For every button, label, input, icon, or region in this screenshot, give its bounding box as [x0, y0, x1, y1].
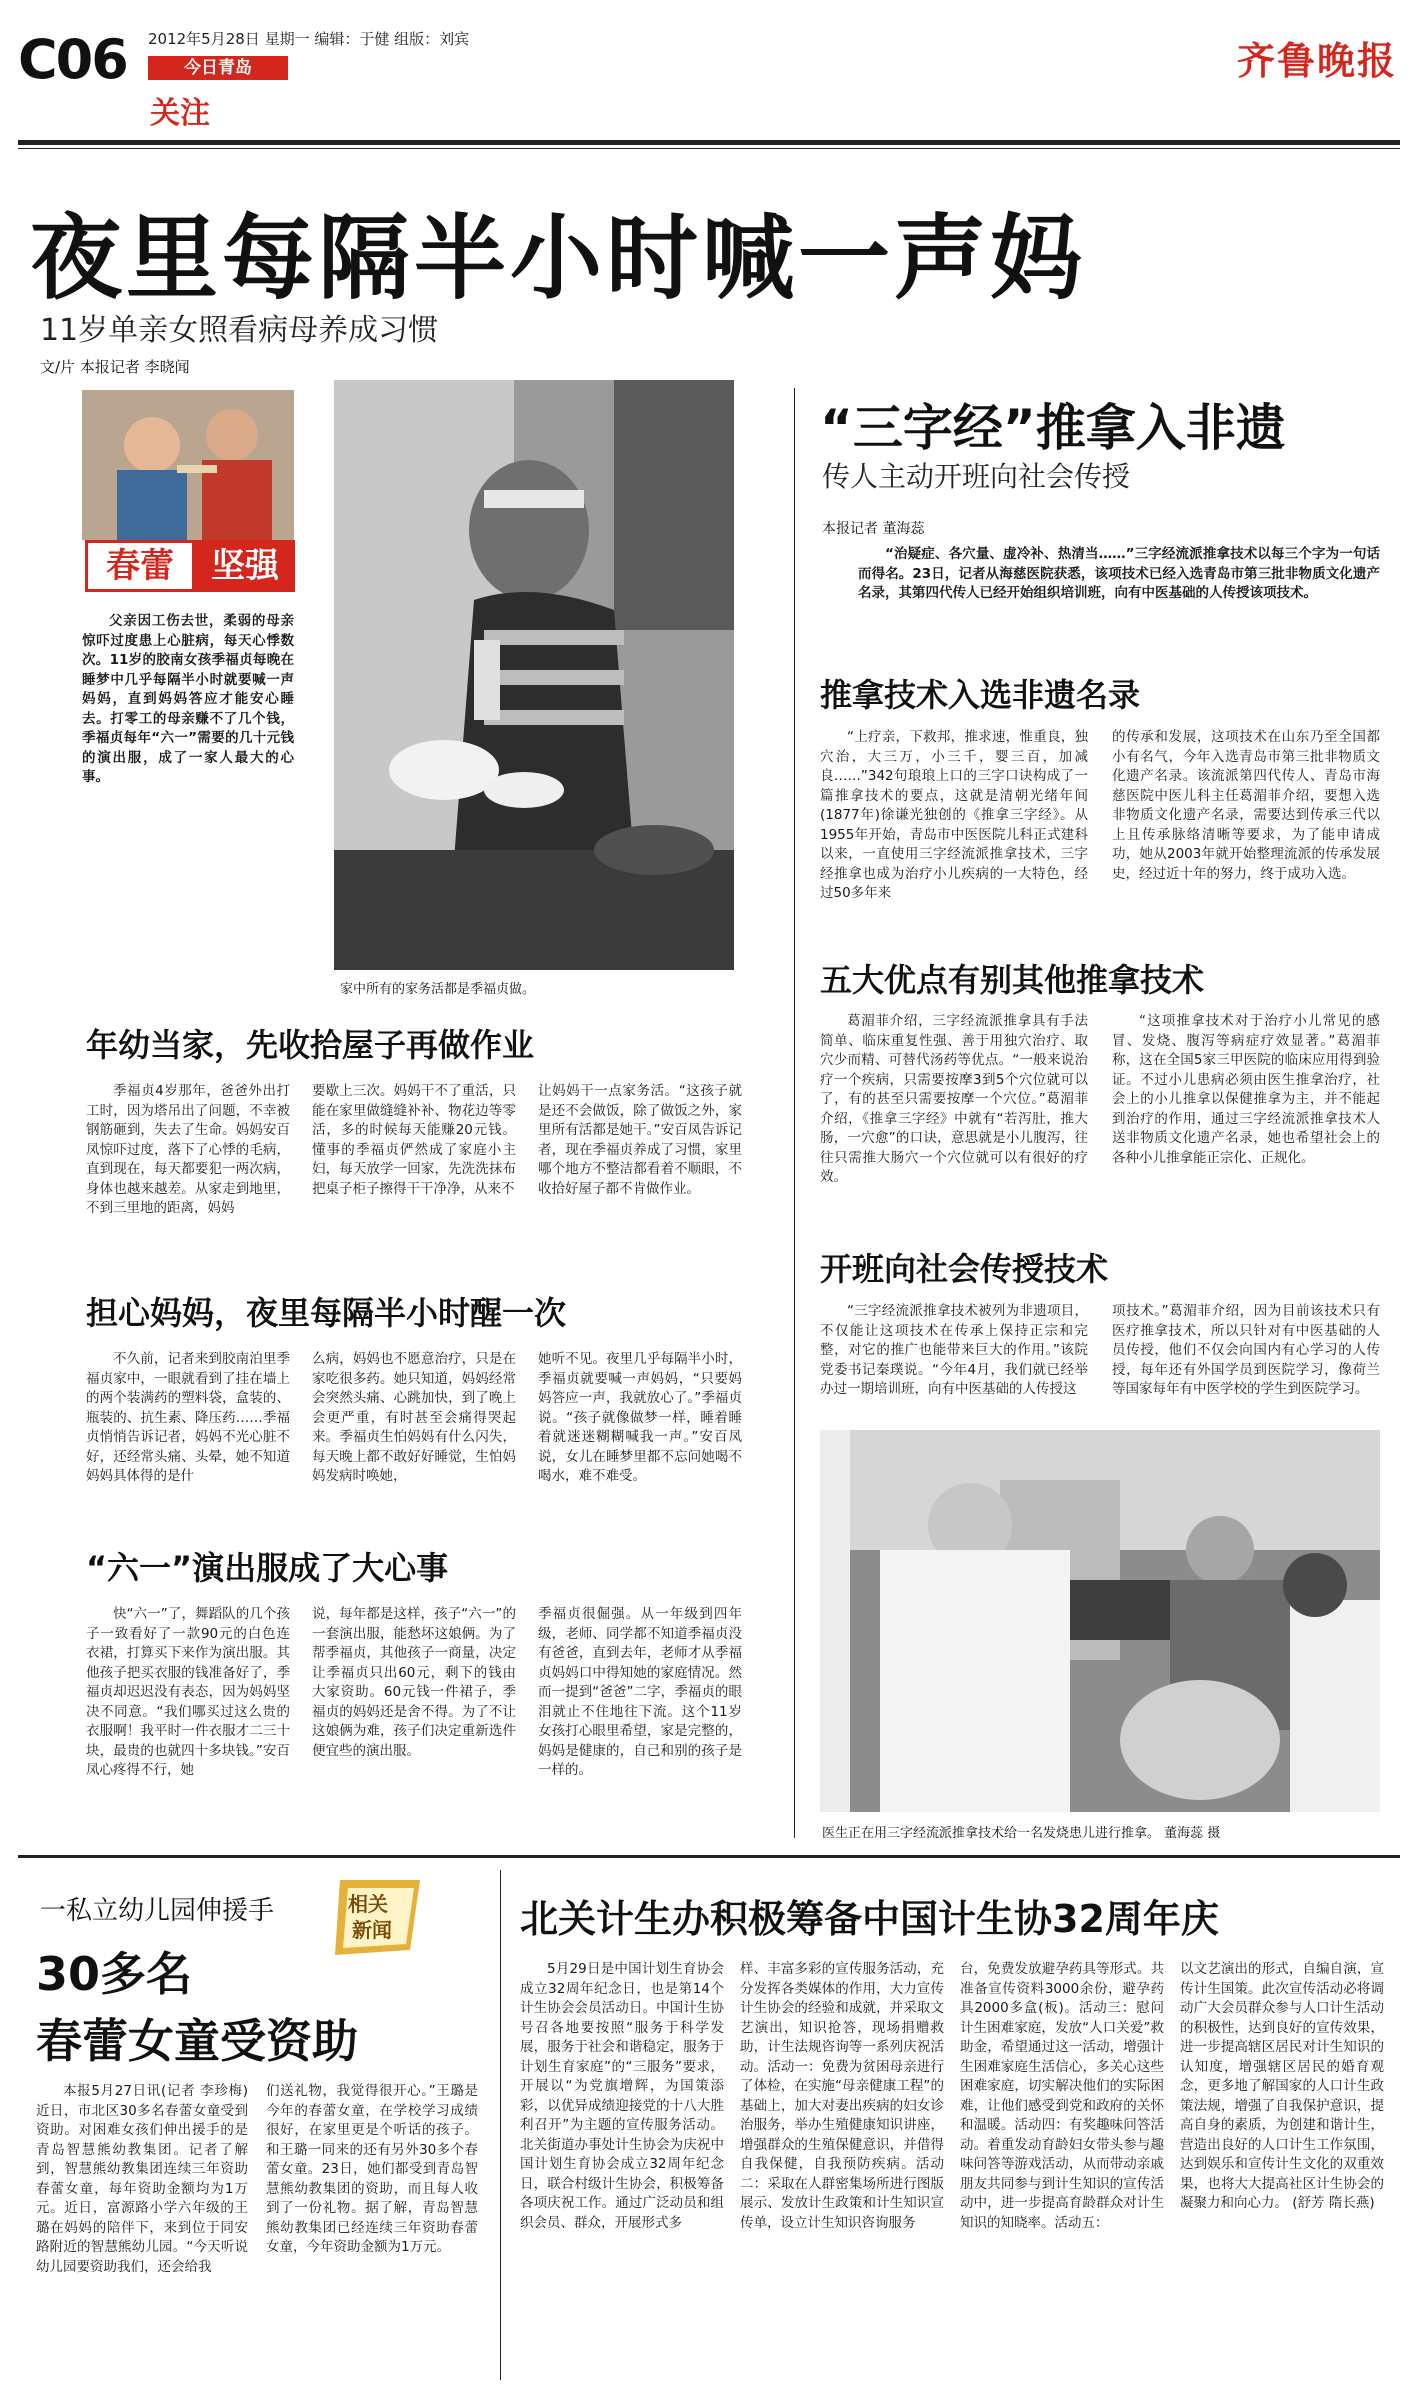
- right-section-3-head: 开班向社会传授技术: [820, 1250, 1109, 1288]
- related-news-badge: [330, 1870, 430, 1960]
- massage-photo-art: [820, 1430, 1380, 1812]
- right-sec1-col1: “上疗亲，下救邦，推求速，惟重良，独穴治，大三万，小三千，婴三百，加减良……”342句琅琅上口的三字口诀构成了一篇推拿技术的要点，这就是清朝光绪年间(1877年)徐谦光独创的《推拿三字经》。从1955年开始，青岛市中医医院儿科正式建科以来，一直使用三字经流派推拿技术，三字经推拿也成为治疗小儿疾病的一大特色，经过50多年来: [820, 729, 1088, 901]
- child-feeding-photo: [82, 390, 294, 540]
- related-news-badge-line2: 新闻: [352, 1918, 392, 1942]
- main-sec1-col2: 要歇上三次。妈妈干不了重活，只能在家里做缝缝补补、物花边等零活，多的时候每天能赚20元钱。懂事的季福贞俨然成了家庭小主妇，每天放学一回家，先洗洗抹布把桌子柜子擦得干干净净，从来不: [312, 1083, 516, 1197]
- right-section-2-head: 五大优点有别其他推拿技术: [820, 961, 1205, 999]
- bottom-left-col2: 们送礼物，我觉得很开心。”王璐是今年的春蕾女童，在学校学习成绩很好，在家里更是个听话的孩子。和王璐一同来的还有另外30多个春蕾女童。23日，她们都受到青岛智慧熊幼教集团的资助，而且每人收到了一份礼物。据了解，青岛智慧熊幼教集团已经连续三年资助春蕾女童，今年资助金额为1万元。: [266, 2083, 478, 2255]
- right-sec1-col2: 的传承和发展，这项技术在山东乃至全国都小有名气，今年入选青岛市第三批非物质文化遗产名录。该流派第四代传人、青岛市海慈医院中医儿科主任葛湄菲介绍，要想入选非物质文化遗产名录，需要达到传承三代以上且传承脉络清晰等要求，为了能申请成功，她从2003年就开始整理流派的传承发展史，经过近十年的努力，终于成功入选。: [1112, 729, 1380, 882]
- main-sec3-col2: 说，每年都是这样，孩子“六一”的一套演出服，能愁坏这娘俩。为了帮季福贞，其他孩子一商量，决定让季福贞只出60元，剩下的钱由大家资助。60元钱一件裙子，季福贞的妈妈还是舍不得。为了不让这娘俩为难，孩子们决定重新选件便宜些的演出服。: [312, 1606, 516, 1759]
- bottom-column-divider: [500, 1870, 501, 2380]
- bottom-right-col4: 以文艺演出的形式，自编自演，宣传计生国策。此次宣传活动必将调动广大会员群众参与人口计生活动的积极性，达到良好的宣传效果，进一步提高辖区居民对计生知识的认知度，增强辖区居民的婚育观念，更多地了解国家的人口计生政策法规，增强了自我保护意识，提高自身的素质，为创建和谐计生，营造出良好的人口计生工作氛围，达到娱乐和宣传计生文化的双重效果，也将大大提高社区计生协会的凝聚力和向心力。 (舒芳 隋长燕): [1180, 1961, 1384, 2211]
- right-sec2-col2: “这项推拿技术对于治疗小儿常见的感冒、发烧、腹泻等病症疗效显著。”葛湄菲称，这在全国5家三甲医院的临床应用得到验证。不过小儿患病必须由医生推拿治疗，社会上的小儿推拿以保健推拿为主，并不能起到治疗的作用，通过三字经流派推拿技术人送非物质文化遗产名录，她也希望社会上的各种小儿推拿能正宗化、正规化。: [1112, 1013, 1380, 1166]
- bottom-right-col2: 样、丰富多彩的宣传服务活动，充分发挥各类媒体的作用，大力宣传计生协会的经验和成就，并采取文艺演出，知识抢答，现场捐赠救助，计生法规咨询等一系列庆祝活动。活动一：免费为贫困母亲进行了体检，在实施“母亲健康工程”的基础上，加大对妻出疾病的妇女诊治服务，举办生殖健康知识讲座，增强群众的生殖保健意识，并借得自我保健，自我预防疾病。活动二：采取在人群密集场所进行图版展示、发放计生政策和计生知识宣传单，设立计生知识咨询服务: [740, 1961, 944, 2231]
- main-byline: 文/片 本报记者 李晓闻: [40, 358, 190, 376]
- child-feeding-photo-art: [82, 390, 294, 540]
- section-tag: 今日青岛: [148, 56, 288, 80]
- right-headline: “三字经”推拿入非遗: [820, 399, 1286, 457]
- main-section-1-head: 年幼当家，先收拾屋子再做作业: [86, 1026, 535, 1064]
- main-sec2-col1: 不久前，记者来到胶南泊里季福贞家中，一眼就看到了挂在墙上的两个装满药的塑料袋，盒装的、瓶装的、抗生素、降压药……季福贞悄悄告诉记者，妈妈不光心脏不好，还经常头痛、头晕，她不知道妈妈具体得的是什: [86, 1351, 290, 1484]
- page-number: C06: [18, 28, 127, 91]
- newspaper-brand-logo: 齐鲁晚报: [1236, 38, 1397, 83]
- chunlei-badge: [85, 540, 295, 592]
- masthead-rule: [18, 140, 1400, 145]
- right-section-1-head: 推拿技术入选非遗名录: [820, 676, 1141, 714]
- massage-photo: [820, 1430, 1380, 1812]
- girl-washing-photo-art: [334, 380, 734, 970]
- main-section-3-head: “六一”演出服成了大心事: [86, 1549, 449, 1587]
- main-sec1-col3: 让妈妈干一点家务活。“这孩子就是还不会做饭，除了做饭之外，家里所有活都是她干。”安百凤告诉记者，现在季福贞养成了习惯，家里哪个地方不整洁都看着不顺眼，不收拾好屋子都不肯做作业。: [538, 1083, 742, 1197]
- right-byline: 本报记者 董海蕊: [822, 521, 925, 537]
- bottom-left-title-line1: 30多名: [36, 1947, 193, 2001]
- bottom-section-rule: [18, 1855, 1400, 1858]
- right-photo-caption: 医生正在用三字经流派推拿技术给一名发烧患儿进行推拿。 董海蕊 摄: [822, 1826, 1221, 1841]
- main-sec3-col1: 快“六一”了，舞蹈队的几个孩子一致看好了一款90元的白色连衣裙，打算买下来作为演出服。其他孩子把买衣服的钱准备好了，季福贞却迟迟没有表态，因为妈妈坚决不同意。“我们哪买过这么贵的衣服啊！我平时一件衣服才二三十块，最贵的也就四十多块钱。”安百凤心疼得不行，她: [86, 1606, 290, 1778]
- bottom-right-col1: 5月29日是中国计划生育协会成立32周年纪念日，也是第14个计生协会会员活动日。中国计生协号召各地要按照“服务于科学发展，服务于社会和谐稳定，服务于计划生育家庭”的“三服务”要求，开展以“为党旗增辉，为国策添彩，以优异成绩迎接党的十八大胜利召开”为主题的宣传服务活动。北关街道办事处计生协会为庆祝中国计划生育协会成立32周年纪念日，联合村级计生协会，积极筹备各项庆祝工作。通过广泛动员和组织会员、群众，开展形式多: [520, 1961, 724, 2231]
- right-sec2-col1: 葛湄菲介绍，三字经流派推拿具有手法简单、临床重复性强、善于用独穴治疗、取穴少而精、可替代汤药等优点。“一般来说治疗一个疾病，只需要按摩3到5个穴位就可以了，有的甚至只需要按摩一个穴位。”葛湄菲介绍，《推拿三字经》中就有“若泻肚，推大肠，一穴愈”的口诀，意思就是小儿腹泻，往往只需推大肠穴一个穴位就可以有很好的疗效。: [820, 1013, 1088, 1185]
- main-sec1-col1: 季福贞4岁那年，爸爸外出打工时，因为塔吊出了问题，不幸被钢筋砸到，失去了生命。妈妈安百凤惊吓过度，落下了心悸的毛病，直到现在，每天都要犯一两次病，身体也越来越差。从家走到地里，不到三里地的距离，妈妈: [86, 1083, 290, 1216]
- main-sec2-col2: 么病，妈妈也不愿意治疗，只是在家吃很多药。她只知道，妈妈经常会突然头痛、心跳加快，到了晚上会更严重，有时甚至会痛得哭起来。季福贞生怕妈妈有什么闪失，每天晚上都不敢好好睡觉，生怕妈妈发病时唤她，: [312, 1351, 516, 1484]
- date-editor-line: 2012年5月28日 星期一 编辑：于健 组版：刘宾: [148, 30, 470, 48]
- section-subtitle: 关注: [150, 96, 210, 131]
- main-sec3-col3: 季福贞很倔强。从一年级到四年级，老师、同学都不知道季福贞没有爸爸，直到去年，老师才从季福贞妈妈口中得知她的家庭情况。然而一提到“爸爸”二字，季福贞的眼泪就止不住地往下流。这个11岁女孩打心眼里希望，家是完整的，妈妈是健康的，自己和别的孩子是一样的。: [538, 1606, 742, 1778]
- bottom-right-col3: 台，免费发放避孕药具等形式。共准备宣传资料3000余份，避孕药具2000多盒(板)。活动三：慰问计生困难家庭，发放“人口关爱”救助金，希望通过这一活动，增强计生困难家庭生活信心，多关心这些困难家庭，切实解决他们的实际困难，让他们感受到党和政府的关怀和温暖。活动四：有奖趣味问答活动。着重发动育龄妇女带头参与趣味问答等游戏活动，从而带动亲戚朋友共同参与到计生知识的宣传活动中，进一步提高育龄群众对计生知识的知晓率。活动五：: [960, 1961, 1164, 2231]
- badge-jianqiang: 坚强: [195, 540, 295, 592]
- right-lead: “治疑症、各穴量、虚冷补、热清当……”三字经流派推拿技术以每三个字为一句话而得名。23日，记者从海慈医院获悉，该项技术已经入选青岛市第三批非物质文化遗产名录，其第四代传人已经开始组织培训班，向有中医基础的人传授该项技术。: [858, 546, 1380, 601]
- main-headline: 夜里每隔半小时喊一声妈: [30, 204, 1087, 312]
- bottom-left-title-line2: 春蕾女童受资助: [36, 2014, 358, 2068]
- main-subheadline: 11岁单亲女照看病母养成习惯: [40, 313, 439, 348]
- right-sec3-col1: “三字经流派推拿技术被列为非遗项目，不仅能让这项技术在传承上保持正宗和完整，对它的推广也能带来巨大的作用。”该院党委书记秦璞说。“今年4月，我们就已经举办过一期培训班，向有中医基础的人传授这: [820, 1303, 1088, 1397]
- main-section-2-head: 担心妈妈，夜里每隔半小时醒一次: [86, 1294, 567, 1332]
- column-divider: [794, 388, 795, 1838]
- bottom-left-kicker: 一私立幼儿园伸援手: [40, 1896, 275, 1926]
- girl-washing-photo: [334, 380, 734, 970]
- main-photo-caption: 家中所有的家务活都是季福贞做。: [340, 982, 536, 997]
- badge-chunlei: 春蕾: [85, 540, 195, 592]
- bottom-left-col1: 本报5月27日讯(记者 李珍梅) 近日，市北区30多名春蕾女童受到资助。对困难女孩们伸出援手的是青岛智慧熊幼教集团。记者了解到，智慧熊幼教集团连续三年资助春蕾女童，每年资助金额均为1万元。近日，富源路小学六年级的王璐在妈妈的陪伴下，来到位于同安路附近的智慧熊幼儿园。“今天听说幼儿园要资助我们，还会给我: [36, 2083, 248, 2275]
- masthead-rule-thin: [18, 148, 1400, 149]
- bottom-right-headline: 北关计生办积极筹备中国计生协32周年庆: [520, 1897, 1219, 1941]
- right-subheadline: 传人主动开班向社会传授: [822, 460, 1131, 493]
- main-lead: 父亲因工伤去世，柔弱的母亲惊吓过度患上心脏病，每天心悸数次。11岁的胶南女孩季福贞每晚在睡梦中几乎每隔半小时就要喊一声妈妈，直到妈妈答应才能安心睡去。打零工的母亲赚不了几个钱，季福贞每年“六一”需要的几十元钱的演出服，成了一家人最大的心事。: [82, 613, 294, 785]
- main-sec2-col3: 她听不见。夜里几乎每隔半小时，季福贞就要喊一声妈妈，“只要妈妈答应一声，我就放心了。”季福贞说。“孩子就像做梦一样，睡着睡着就迷迷糊糊喊我一声。”安百凤说，女儿在睡梦里都不忘问她喝不喝水，难不难受。: [538, 1351, 742, 1484]
- right-sec3-col2: 项技术。”葛湄菲介绍，因为目前该技术只有医疗推拿技术，所以只针对有中医基础的人员传授，他们不仅会向国内有心学习的人传授，每年还有外国学员到医院学习，像荷兰等国家每年有中医学校的学生到医院学习。: [1112, 1303, 1380, 1397]
- related-news-badge-line1: 相关: [348, 1892, 388, 1916]
